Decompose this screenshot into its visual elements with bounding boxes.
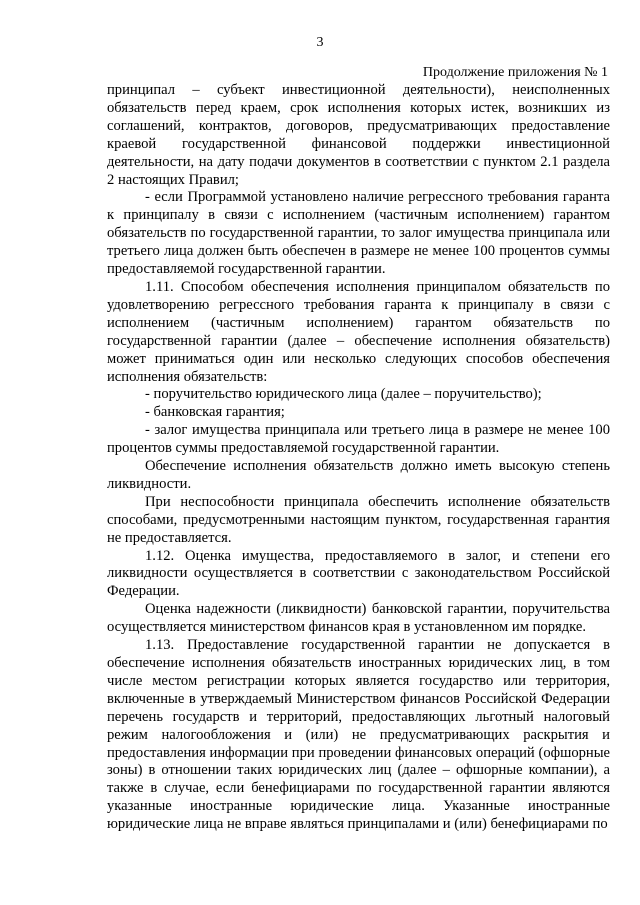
paragraph-1-11: 1.11. Способом обеспечения исполнения принципалом обязательств по удовлетворению регрессного требования гаранта к принципалу в связи с исполнением (частичным исполнением) гарантом обязательств по государственной гарантии (далее – обеспечение исполнения обязательств) может приниматься один или несколько следующих способов обеспечения исполнения обязательств: (107, 278, 610, 385)
paragraph-inability: При неспособности принципала обеспечить исполнение обязательств способами, предусмотренными настоящим пунктом, государственная гарантия не предоставляется. (107, 493, 610, 546)
paragraph-liquidity: Обеспечение исполнения обязательств должно иметь высокую степень ликвидности. (107, 458, 610, 492)
document-body (107, 82, 610, 834)
page-number: 3 (316, 35, 324, 50)
list-item-bank-guarantee: - банковская гарантия; (145, 404, 285, 421)
paragraph-regress-requirement: - если Программой установлено наличие регрессного требования гаранта к принципалу в связи с исполнением (частичным исполнением) гарантом обязательств по государственной гарантии, то залог имущества принципала или третьего лица должен быть обеспечен в размере не менее 100 процентов суммы предоставляемой государственной гарантии. (107, 189, 610, 278)
paragraph-1-13: 1.13. Предоставление государственной гарантии не допускается в обеспечение исполнения обязательств иностранных юридических лиц, в том числе местом регистрации которых является государство или территория, включенные в утверждаемый Министерством финансов Российской Федерации перечень государств и территорий, предоставляющих льготный налоговый режим налогообложения и (или) не предусматривающих раскрытия и предоставления информации при проведении финансовых операций (офшорные зоны) в отношении таких юридических лиц (далее – офшорные компании), а также в случае, если бенефициарами по государственной гарантии являются указанные иностранные юридические лица. Указанные иностранные юридические лица не вправе являться принципалами и (или) бенефициарами по (107, 637, 610, 833)
paragraph-reliability-assessment: Оценка надежности (ликвидности) банковской гарантии, поручительства осуществляется министерством финансов края в установленном им порядке. (107, 601, 610, 636)
list-item-pledge: - залог имущества принципала или третьего лица в размере не менее 100 процентов суммы предоставляемой государственной гарантии. (107, 422, 610, 457)
appendix-continuation-label: Продолжение приложения № 1 (422, 65, 608, 80)
paragraph-continuation: принципал – субъект инвестиционной деятельности), неисполненных обязательств перед краем, срок исполнения которых истек, возникших из соглашений, контрактов, договоров, предусматривающих предоставление краевой государственной финансовой поддержки инвестиционной деятельности, на дату подачи документов в соответствии с пунктом 2.1 раздела 2 настоящих Правил; (107, 82, 610, 188)
list-item-guarantee-surety: - поручительство юридического лица (далее – поручительство); (145, 386, 542, 403)
paragraph-1-12: 1.12. Оценка имущества, предоставляемого в залог, и степени его ликвидности осуществляется в соответствии с законодательством Российской Федерации. (107, 547, 610, 600)
